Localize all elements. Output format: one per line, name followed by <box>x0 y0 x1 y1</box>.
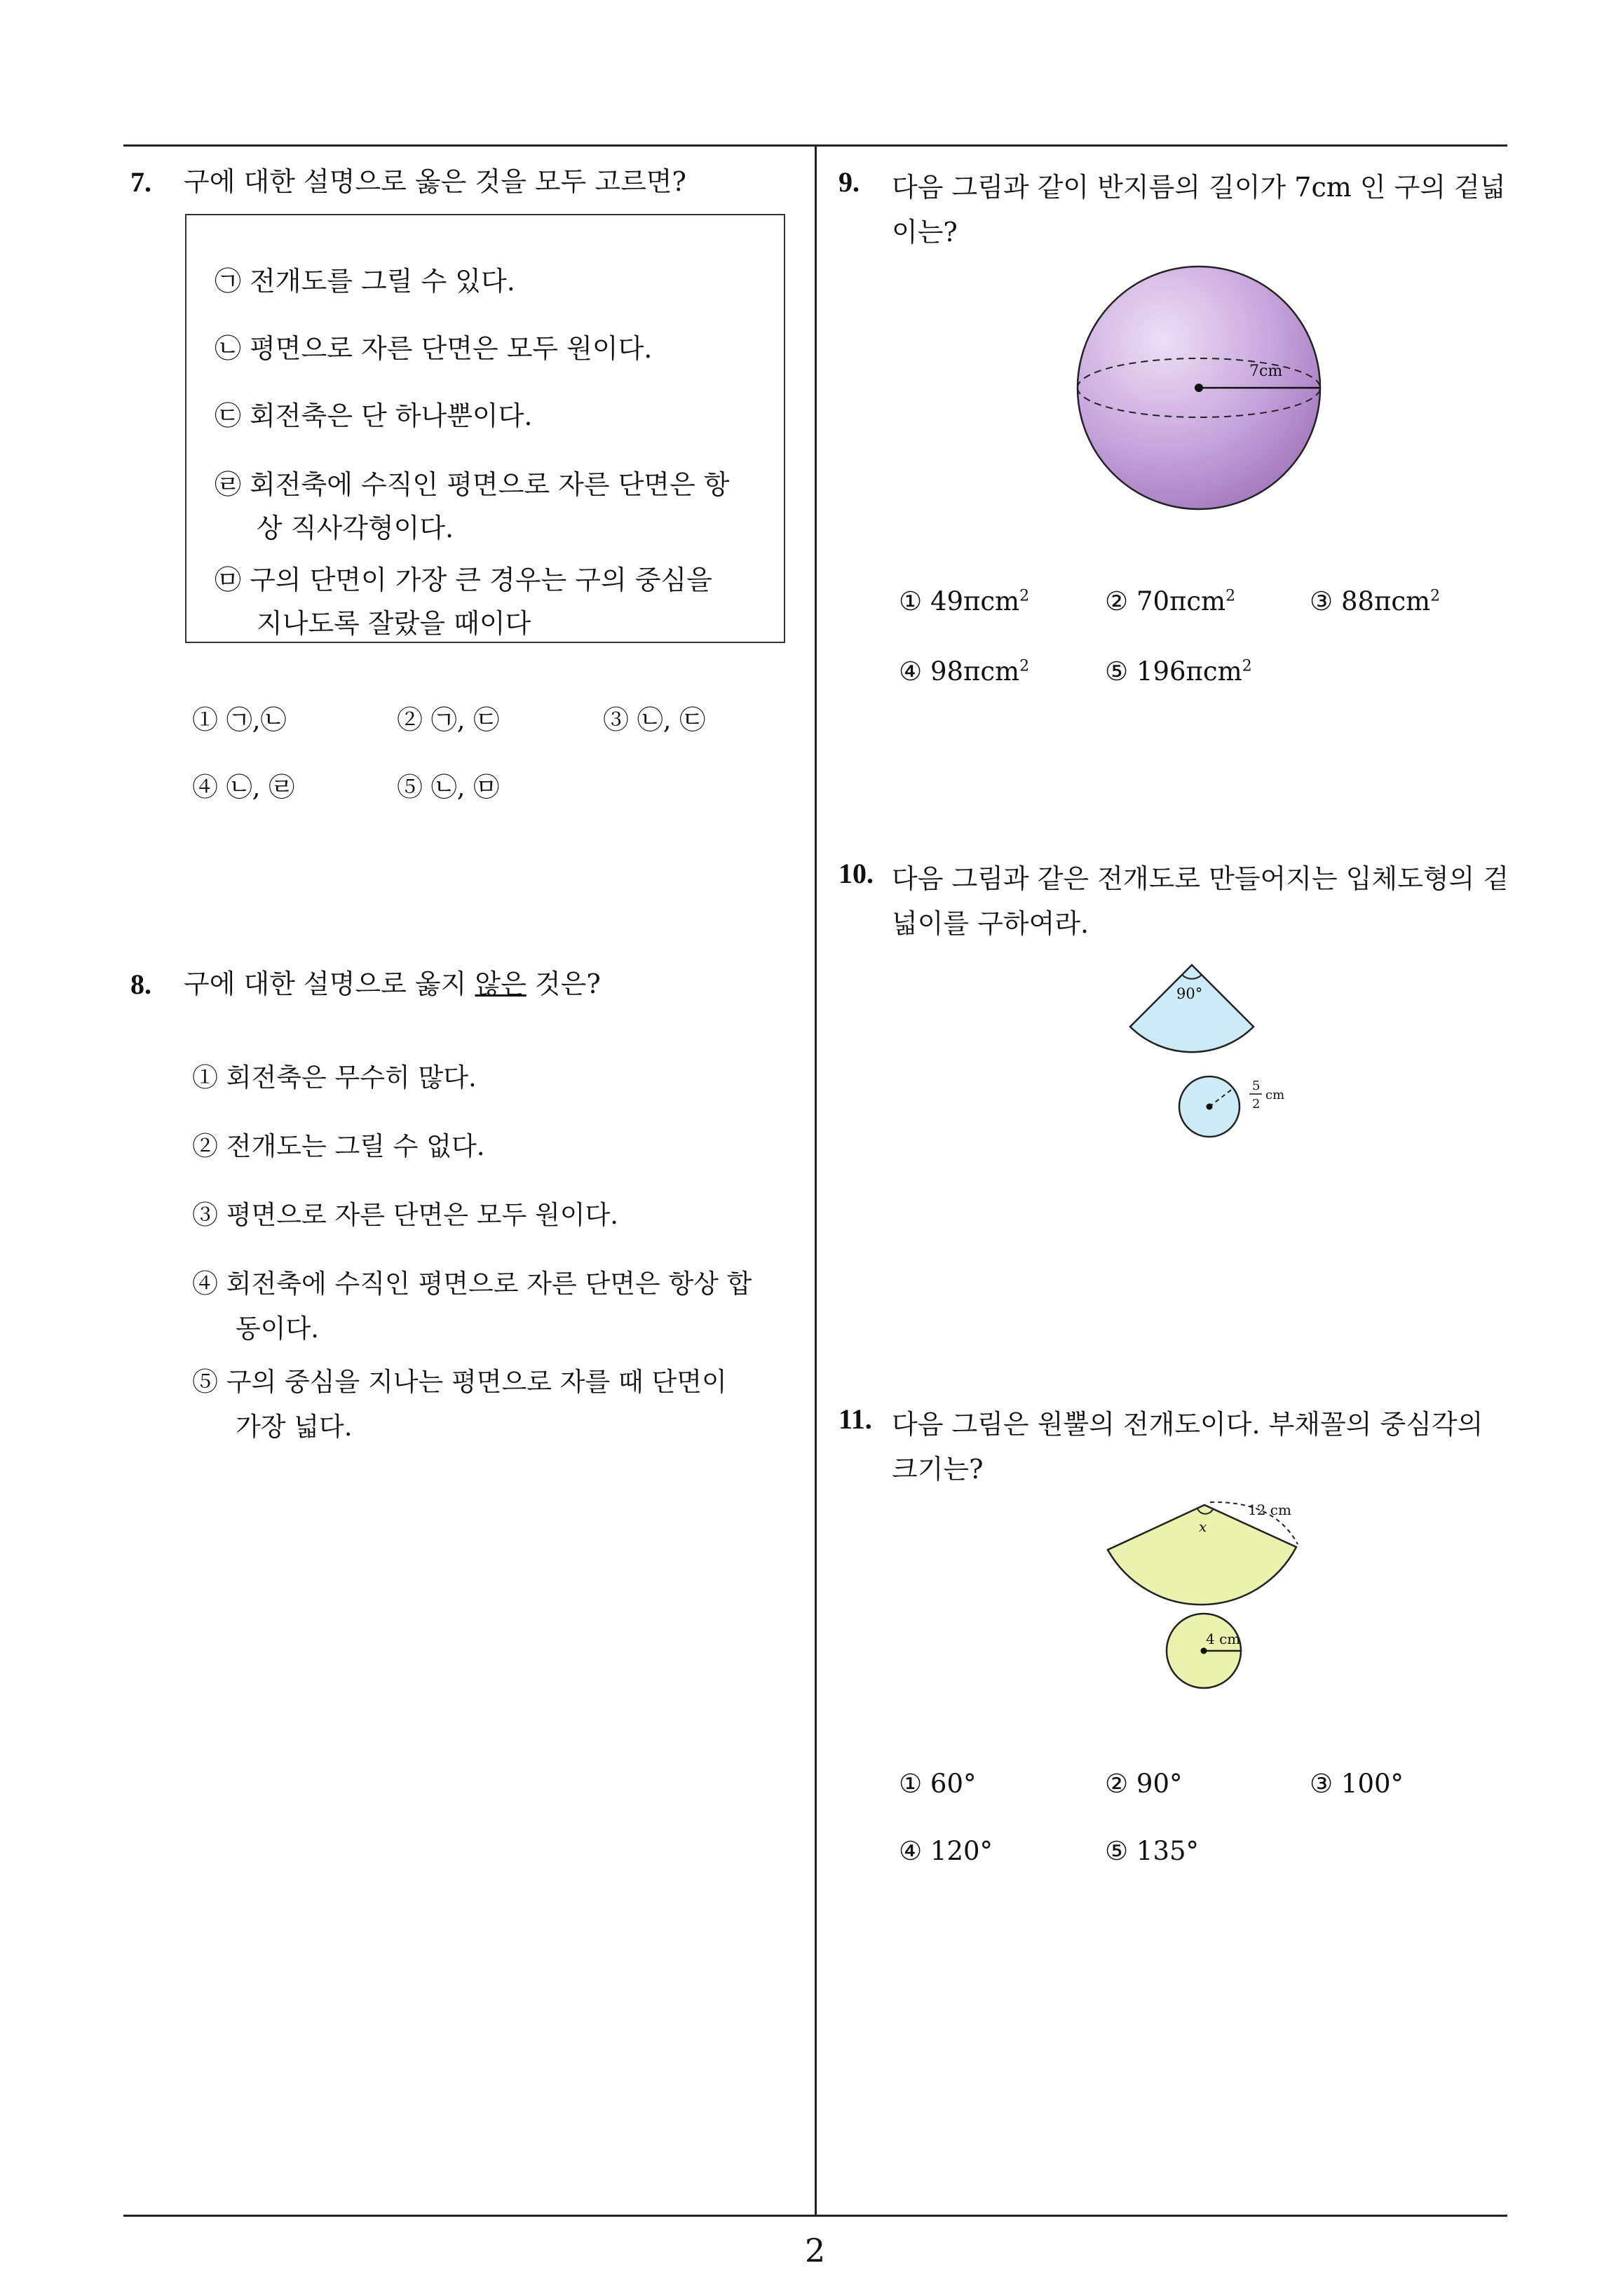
choice-5-line-2[interactable]: 가장 넓다. <box>236 1412 353 1442</box>
statement-3: ㉢ 회전축은 단 하나뿐이다. <box>215 400 533 431</box>
choice-4-line-2[interactable]: 동이다. <box>236 1314 319 1344</box>
choice-1[interactable]: ① 60° <box>899 1769 977 1799</box>
sector <box>1130 965 1254 1052</box>
question-text-line-1: 다음 그림은 원뿔의 전개도이다. 부채꼴의 중심각의 <box>892 1409 1483 1440</box>
choice-2[interactable]: ② 90° <box>1105 1769 1183 1799</box>
question-number: 7. <box>130 166 151 198</box>
center-dot <box>1201 1648 1207 1654</box>
statement-5-line-2: 지나도록 잘랐을 때이다 <box>257 608 531 639</box>
choice-1[interactable]: ① ㉠,㉡ <box>192 705 287 735</box>
cone-net-figure-10 <box>1094 958 1285 1144</box>
question-text-line-2: 크기는? <box>892 1454 984 1485</box>
radius-label: 7cm <box>1249 363 1283 380</box>
question-text-line-1: 다음 그림과 같은 전개도로 만들어지는 입체도형의 겉 <box>892 863 1509 894</box>
question-text-end: 것은? <box>526 968 601 999</box>
choice-2[interactable]: ② 70πcm$^2$ <box>1105 586 1236 616</box>
statement-4-line-1: ㉣ 회전축에 수직인 평면으로 자른 단면은 항 <box>215 469 730 500</box>
choice-5-line-1[interactable]: ⑤ 구의 중심을 지나는 평면으로 자를 때 단면이 <box>192 1367 727 1397</box>
column-divider <box>815 144 817 2217</box>
choice-4[interactable]: ④ ㉡, ㉣ <box>192 772 295 802</box>
question-text <box>184 962 601 1006</box>
choice-4[interactable]: ④ 98πcm$^2$ <box>899 656 1030 687</box>
fraction-numerator: 5 <box>1252 1079 1261 1093</box>
choice-5[interactable]: ⑤ 135° <box>1105 1836 1200 1866</box>
statement-5-line-1: ㉤ 구의 단면이 가장 큰 경우는 구의 중심을 <box>215 565 712 595</box>
choice-4-line-1[interactable]: ④ 회전축에 수직인 평면으로 자른 단면은 항상 합 <box>192 1269 752 1299</box>
center-dot <box>1207 1104 1213 1110</box>
angle-label: 90° <box>1176 985 1203 1002</box>
choice-4[interactable]: ④ 120° <box>899 1836 993 1866</box>
center-dot <box>1195 384 1203 392</box>
statement-4-line-2: 상 직사각형이다. <box>257 513 454 543</box>
choice-1[interactable]: ① 회전축은 무수히 많다. <box>192 1062 477 1093</box>
choice-2[interactable]: ② 전개도는 그릴 수 없다. <box>192 1131 485 1161</box>
slant-label: 12 cm <box>1248 1501 1291 1518</box>
question-number: 8. <box>130 968 151 1000</box>
sphere-figure <box>1066 259 1332 519</box>
cone-net-figure-11 <box>1094 1492 1304 1703</box>
choice-5[interactable]: ⑤ ㉡, ㉤ <box>397 772 500 802</box>
choice-3[interactable]: ③ 100° <box>1310 1769 1404 1799</box>
statement-1: ㉠ 전개도를 그릴 수 있다. <box>215 266 515 297</box>
choice-3[interactable]: ③ 평면으로 자른 단면은 모두 원이다. <box>192 1200 618 1230</box>
choice-5[interactable]: ⑤ 196πcm$^2$ <box>1105 656 1252 687</box>
question-text-start: 구에 대한 설명으로 옳지 <box>184 968 475 999</box>
question-number: 10. <box>838 858 874 889</box>
choice-3[interactable]: ③ ㉡, ㉢ <box>603 705 706 735</box>
question-text-line-1: 다음 그림과 같이 반지름의 길이가 7cm 인 구의 겉넓 <box>892 172 1506 203</box>
bottom-rule <box>123 2215 1507 2217</box>
statement-2: ㉡ 평면으로 자른 단면은 모두 원이다. <box>215 333 653 364</box>
choice-2[interactable]: ② ㉠, ㉢ <box>397 705 500 735</box>
question-text: 구에 대한 설명으로 옳은 것을 모두 고르면? <box>184 166 686 197</box>
unit-label: cm <box>1265 1088 1285 1102</box>
question-number: 9. <box>838 166 860 198</box>
fraction-denominator: 2 <box>1252 1097 1261 1112</box>
radius-label: 4 cm <box>1206 1630 1241 1647</box>
choice-3[interactable]: ③ 88πcm$^2$ <box>1310 586 1441 616</box>
question-text-line-2: 넓이를 구하여라. <box>892 908 1089 939</box>
choice-1[interactable]: ① 49πcm$^2$ <box>899 586 1030 616</box>
page-number: 2 <box>805 2231 826 2269</box>
question-number: 11. <box>838 1403 872 1435</box>
question-text-line-2: 이는? <box>892 217 958 248</box>
angle-variable: x <box>1199 1518 1207 1535</box>
emphasis-underlined: 않은 <box>475 968 527 999</box>
